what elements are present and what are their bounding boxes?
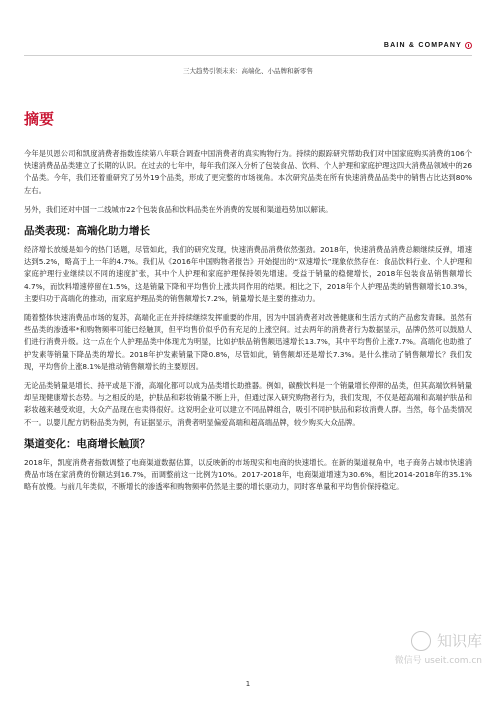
section2-paragraph-1: 2018年，凯度消费者指数调整了电商渠道数据估算，以反映新的市场现实和电商的快速增长。在新的渠道视角中，电子商务占城市快速消费品市场在家消费的份额达到16.7%，而调整前这一比例为10%。2017-2018年，电商渠道增速为30.6%，相比2014-2018年的35.1%略有放慢。与前几年类似，不断增长的渗透率和购物频率仍然是主要的增长驱动力，同时客单量和平均售价保持稳定。: [24, 457, 472, 492]
section1-paragraph-2: 随着整体快速消费品市场的复苏，高端化正在并持续继续发挥重要的作用，因为中国消费者对改善健康和生活方式的产品愈发青睐。虽然有些品类的渗透率*和购物频率可能已经触顶，但平均售价似乎仍有充足的上涨空间。过去两年的消费者行为数据显示，品牌仍然可以鼓励人们进行消费升级。这一点在个人护理品类中体现尤为明显，比如护肤品销售额迅速增长13.7%，其中平均售价上涨7.7%。高端化也助推了护发素等销量下降品类的增长。2018年护发素销量下降0.8%，尽管如此，销售额却还是增长7.3%。是什么推动了销售额增长？我们发现，平均售价上涨8.1%是推动销售额增长的主要原因。: [24, 313, 472, 371]
watermark: [395, 630, 482, 666]
report-subtitle: 三大趋势引领未来：高端化、小品牌和新零售: [183, 67, 313, 75]
watermark-title: 知识库: [436, 632, 482, 650]
logo-text: BAIN & COMPANY: [383, 42, 462, 49]
page-number: 1: [245, 680, 251, 688]
page-title: 摘要: [24, 110, 55, 128]
bain-company-logo: [384, 42, 472, 49]
section1-paragraph-1: 经济增长放缓是如今的热门话题，尽管如此，我们的研究发现，快速消费品消费依然强劲。2018年，快速消费品消费总额继续反弹，增速达到5.2%，略高于上一年的4.7%。我们从《2016年中国购物者报告》开始提出的“双速增长”现象依然存在：食品饮料行业、个人护理和家庭护理行业继续以不同的速度扩张，其中个人护理和家庭护理保持领先增速。受益于销量的稳健增长，2018年包装食品销售额增长4.7%，而饮料增速停留在1.5%，这是销量下降和平均售价上涨共同作用的结果。相比之下，2018年个人护理品类的销售额增长10.3%，主要归功于高端化的推动，而家庭护理品类的销售额增长7.2%，销量增长是主要的推动力。: [24, 245, 472, 303]
intro-paragraph-1: 今年是贝恩公司和凯度消费者指数连续第八年联合调查中国消费者的真实购物行为。持续的跟踪研究帮助我们对中国家庭购买消费的106个快速消费品品类建立了长期的认识。在过去的七年中，每年我们深入分析了包装食品、饮料、个人护理和家庭护理这四大消费品领域中的26个品类。今年，我们还着重研究了另外19个品类，形成了更完整的市场视角。本次研究品类在所有快速消费品品类中的销售占比达到80%左右。: [24, 149, 472, 195]
section-heading-category-performance: 品类表现：高端化助力增长: [24, 225, 150, 238]
section1-paragraph-3: 无论品类销量是增长、持平或是下滑，高端化都可以成为品类增长助推器。例如，碳酸饮料是一个销量增长停滞的品类，但其高端饮料销量却呈现健康增长态势。与之相反的是，护肤品和彩妆销量不断上升，但通过深入研究购物者行为，我们发现，不仅是超高端和高端护肤品和彩妆越来越受欢迎，大众产品现在也卖得很好。这说明企业可以建立不同品牌组合，吸引不同护肤品和彩妆消费人群。当然，每个品类情况不一。以婴儿配方奶粉品类为例，有证据显示，消费者明显偏爱高端和超高端品牌，较少购买大众品牌。: [24, 381, 472, 427]
bain-logo-icon: [465, 42, 472, 49]
main-content: [24, 148, 472, 500]
intro-paragraph-2: 另外，我们还对中国一二线城市22个包装食品和饮料品类在外消费的发展和渠道趋势加以解读。: [24, 204, 333, 214]
watermark-logo-icon: [411, 631, 431, 651]
watermark-subtitle: 微信号 useit.com.cn: [394, 656, 482, 666]
header-divider: [24, 55, 472, 56]
section-heading-channel-change: 渠道变化：电商增长触顶？: [24, 437, 150, 450]
